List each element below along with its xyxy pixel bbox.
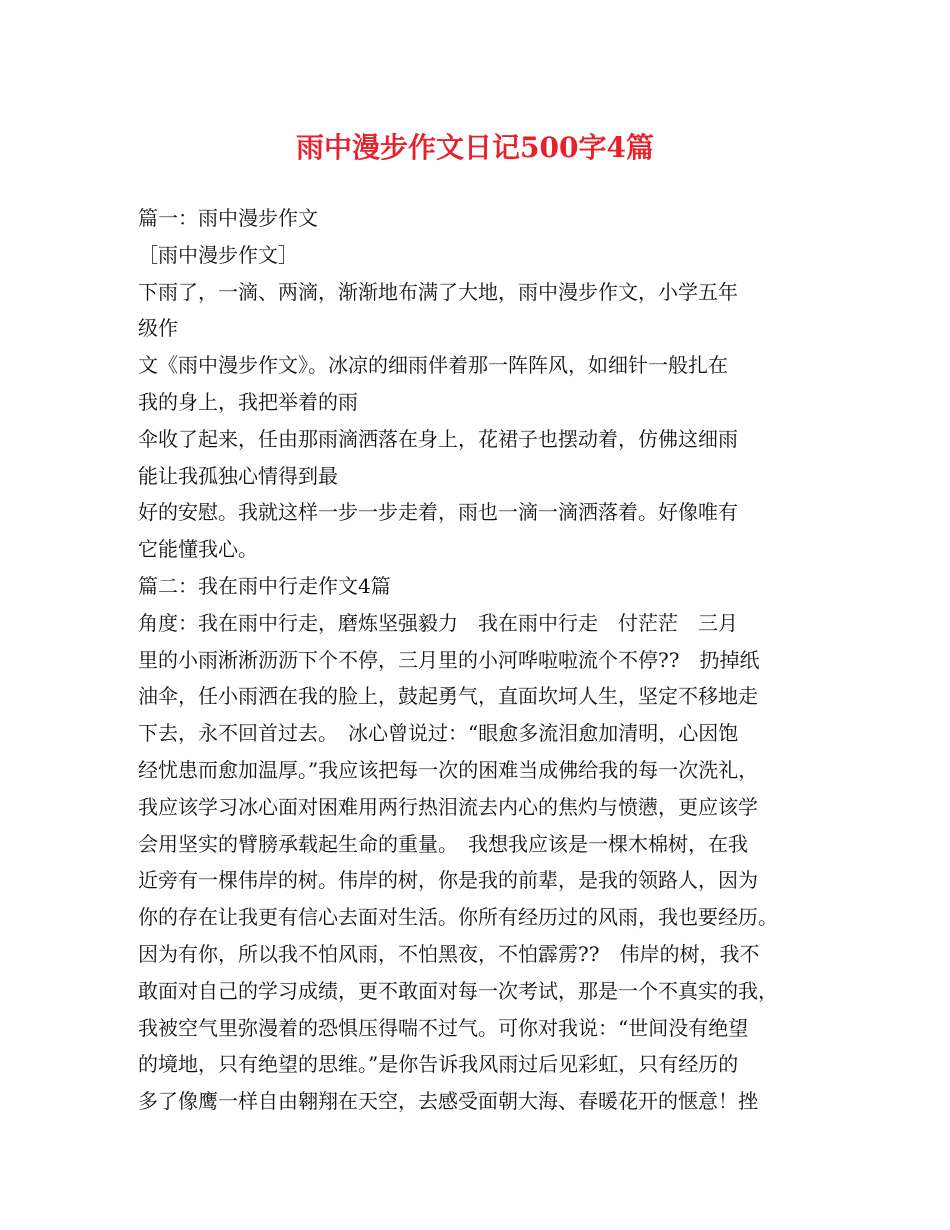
text-line: 角度：我在雨中行走，磨炼坚强毅力 我在雨中行走 付茫茫 三月 [138, 610, 738, 635]
document-title: 雨中漫步作文日记500字4篇 [296, 131, 654, 164]
text-line: 的境地，只有绝望的思维。”是你告诉我风雨过后见彩虹，只有经历的 [138, 1052, 739, 1077]
text-line: 伞收了起来，任由那雨滴洒落在身上，花裙子也摆动着，仿佛这细雨 [138, 426, 738, 451]
text-line: 油伞，任小雨洒在我的脸上，鼓起勇气，直面坎坷人生，坚定不移地走 [138, 684, 758, 709]
text-line: 因为有你，所以我不怕风雨，不怕黑夜，不怕霹雳?? 伟岸的树，我不 [138, 941, 760, 966]
text-line: 篇一：雨中漫步作文 [138, 206, 318, 230]
text-line: 我应该学习冰心面对困难用两行热泪流去内心的焦灼与愤懑，更应该学 [138, 794, 758, 819]
text-line: 近旁有一棵伟岸的树。伟岸的树，你是我的前辈，是我的领路人，因为 [138, 868, 758, 893]
text-line: 会用坚实的臂膀承载起生命的重量。 我想我应该是一棵木棉树，在我 [138, 831, 748, 856]
text-line: 下去，永不回首过去。 冰心曾说过：“眼愈多流泪愈加清明，心因饱 [138, 721, 739, 746]
text-line: 级作 [138, 316, 178, 341]
text-line: 好的安慰。我就这样一步一步走着，雨也一滴一滴洒落着。好像唯有 [138, 500, 738, 525]
text-line: ［雨中漫步作文］ [138, 242, 298, 267]
text-line: 里的小雨淅淅沥沥下个不停，三月里的小河哗啦啦流个不停?? 扔掉纸 [138, 647, 760, 672]
text-line: 能让我孤独心情得到最 [138, 463, 338, 488]
text-line: 下雨了，一滴、两滴，渐渐地布满了大地，雨中漫步作文，小学五年 [138, 279, 738, 304]
text-line: 文《雨中漫步作文》。冰凉的细雨伴着那一阵阵风，如细针一般扎在 [138, 353, 728, 378]
text-line: 它能懂我心。 [138, 537, 258, 562]
text-line: 经忧患而愈加温厚。”我应该把每一次的困难当成佛给我的每一次洗礼， [138, 757, 759, 782]
text-line: 多了像鹰一样自由翱翔在天空，去感受面朝大海、春暖花开的惬意！挫 [138, 1089, 758, 1114]
text-line: 我的身上，我把举着的雨 [138, 389, 358, 414]
text-line: 敢面对自己的学习成绩，更不敢面对每一次考试，那是一个不真实的我， [138, 978, 778, 1003]
text-line: 我被空气里弥漫着的恐惧压得喘不过气。可你对我说：“世间没有绝望 [138, 1015, 749, 1040]
document-body [138, 200, 818, 1120]
text-line: 篇二：我在雨中行走作文4篇 [138, 573, 391, 598]
text-line: 你的存在让我更有信心去面对生活。你所有经历过的风雨，我也要经历。 [138, 905, 778, 930]
